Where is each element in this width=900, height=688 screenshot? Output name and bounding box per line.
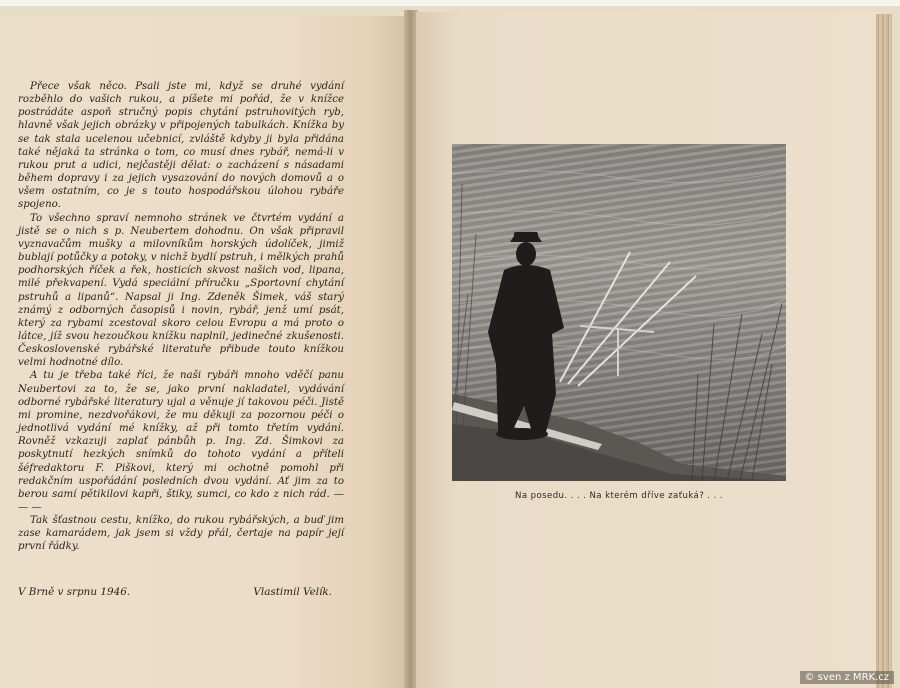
page-edges [876, 14, 892, 688]
paragraph: To všechno spraví nemnoho stránek ve čtvrtém vydání a jistě se o nich s p. Neubertem dohodnu. On však připravil vyznavačům mušky a milovníkům horských údolíček, jimiž bublají potůčky a potoky, v nichž bydlí pstruh, i mělkých prahů podhorských říček a řek, hosticích skvost našich vod, lipana, milé překvapení. Vydá speciální příručku „Sportovní chytání pstruhů a lipanů“. Napsal ji Ing. Zdeněk Šimek, váš starý známý z odborných časopisů i novin, rybář, jenž umí psát, který za rybami zcestoval skoro celou Evropu a má proto o látce, jíž svou hezoučkou knížku naplnil, jedinečné zkušenosti. Československé rybářské literatuře přibude touto knížkou velmi hodnotné dílo. [18, 212, 344, 369]
place-date: V Brně v srpnu 1946. [18, 586, 131, 598]
photo-caption: Na posedu. . . . Na kterém dříve zaťuká? . . . [515, 491, 723, 501]
author-name: Vlastimil Velík. [253, 586, 332, 598]
body-text [18, 80, 344, 554]
fishing-photo-illustration [452, 144, 786, 481]
paragraph: Tak šťastnou cestu, knížko, do rukou rybářských, a buď jim zase kamarádem, jak jsem si vždy přál, čertaje na papír její první řádky. [18, 515, 344, 553]
paragraph: A tu je třeba také říci, že naši rybáři mnoho vděčí panu Neubertovi za to, že se, jako první nakladatel, vydávání odborné rybářské literatury ujal a věnuje jí takovou péči. Jistě mi promine, nezdvořákovi, že mu děkuji za pozornou péči o jednotlivá vydání mé knížky, až při tomto třetím vydání. Rovněž vzkazuji zaplať pánbůh p. Ing. Zd. Šimkovi za poskytnutí hezkých snímků do tohoto vydání a příteli šéfredaktoru F. Piškovi, který mi ochotně pomohl při redakčním uspořádání posledních dvou vydání. Ať jim za to berou samí pětikilovi kapři, štiky, sumci, co kdo z nich rád. — — — [18, 370, 344, 513]
signature-line [18, 586, 332, 598]
paragraph: Přece však něco. Psali jste mi, když se druhé vydání rozběhlo do vašich rukou, a píšete mi pořád, že v knížce postrádáte aspoň stručný popis chytání pstruhovitých ryb, hlavně však jejich obrázky v připojených tabulkách. Knížka by se tak stala ucelenou učebnicí, zvláště kdyby ji byla přidána také nějaká ta stránka o tom, co musí dnes rybář, nemá-li v rukou prut a udici, nejčastěji dělat: o zacházení s násadami během dopravy i za jejich vysazování do nových domovů a o všem ostatním, co je s touto hospodářskou úlohou rybáře spojeno. [18, 81, 344, 211]
watermark: © sven z MRK.cz [800, 671, 894, 684]
fishing-photo [452, 144, 786, 481]
